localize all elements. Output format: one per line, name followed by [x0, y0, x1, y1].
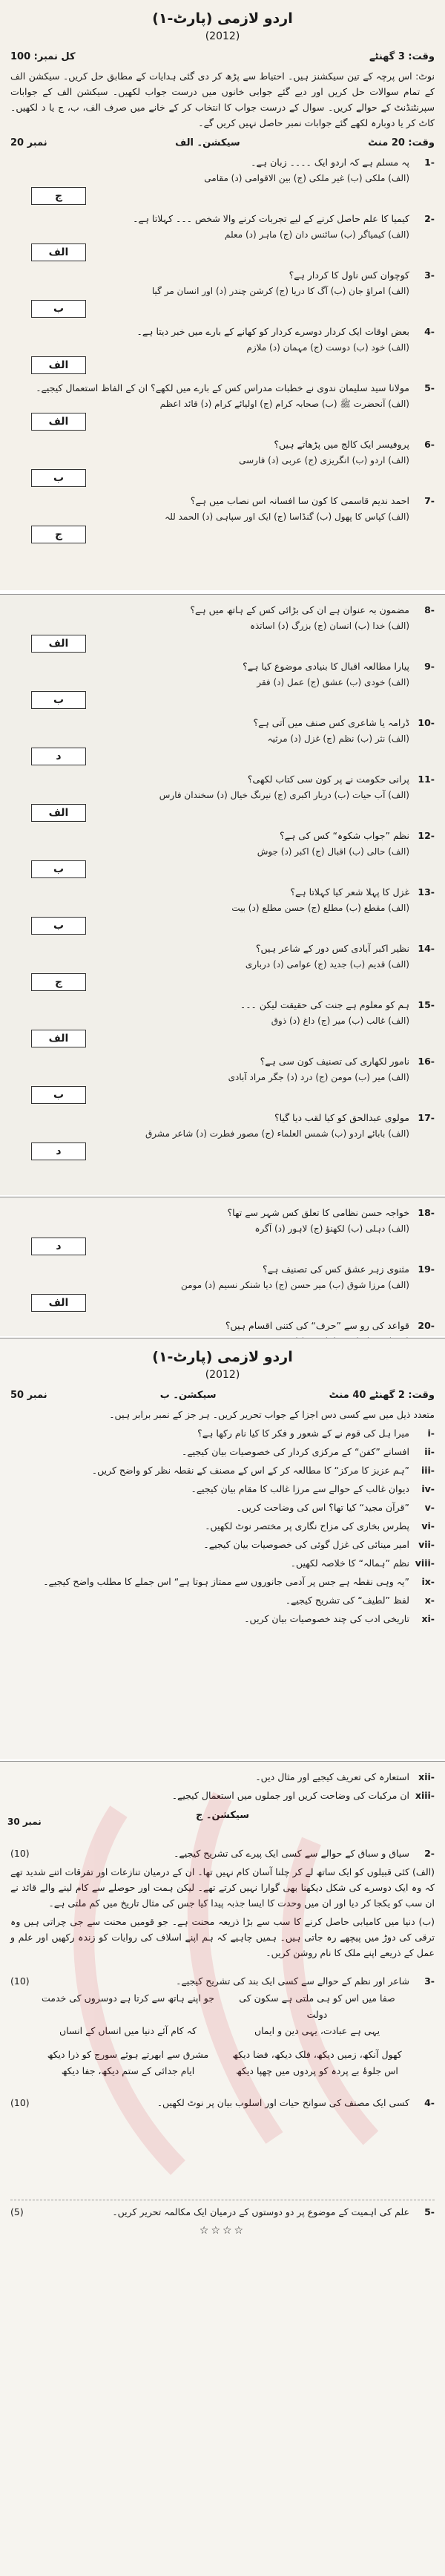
mcq-item: [10, 1111, 435, 1163]
question-options: (الف) آنحضرت ﷺ (ب) صحابہ کرام (ج) اولیائے کرام (د) قائد اعظم: [159, 399, 409, 409]
question-text: غزل کا پہلا شعر کیا کہلاتا ہے؟: [290, 886, 409, 898]
question-options: (الف) خودی (ب) عشق (ج) عمل (د) فقر: [257, 677, 409, 687]
question-number: -19: [418, 1264, 435, 1275]
short-question: [10, 1519, 435, 1534]
question-number: -5: [424, 2206, 435, 2217]
poem-a: [10, 1990, 435, 2039]
total-marks-label: کل نمبر: 100: [10, 51, 76, 62]
answer-row: [10, 802, 435, 825]
question-text: ہم کو معلوم ہے جنت کی حقیقت لیکن ۔۔۔: [240, 999, 409, 1010]
mcq-question: [10, 155, 435, 170]
question-text: ”قرآن مجید“ کیا تھا؟ اس کی وضاحت کریں۔: [236, 1502, 409, 1513]
mcq-question: [10, 1318, 435, 1333]
question-text: بعض اوقات ایک کردار دوسرے کردار کو کھانے کے بارے میں خبر دیتا ہے۔: [136, 326, 409, 337]
part2-time: وقت: 2 گھنٹے 40 منٹ: [329, 1390, 435, 1401]
poem-b: [10, 2047, 435, 2079]
question-3: [10, 1974, 435, 1989]
answer-box[interactable]: الف: [31, 243, 86, 261]
mcq-question: [10, 324, 435, 339]
question-number: -ii: [424, 1446, 435, 1457]
answer-box[interactable]: ب: [31, 1086, 86, 1104]
answer-row: [10, 859, 435, 881]
question-options: (الف) کپاس کا پھول (ب) گنڈاسا (ج) ایک اور سپاہی (د) الحمد للہ: [165, 511, 409, 522]
question-number: -i: [427, 1428, 435, 1439]
mcq-question: [10, 1206, 435, 1220]
answer-row: [10, 1292, 435, 1315]
answer-row: [10, 298, 435, 321]
question-text: کیمیا کا علم حاصل کرنے کے لیے تجربات کرنے والا شخص ۔۔۔ کہلاتا ہے۔: [133, 213, 409, 224]
section-a-meta: [10, 135, 435, 151]
section-c-marks: نمبر 30: [7, 1817, 42, 1827]
question-number: -7: [424, 495, 435, 506]
answer-box[interactable]: الف: [31, 1294, 86, 1312]
short-question: [10, 1575, 435, 1589]
mcq-item: [10, 603, 435, 656]
mcq-question: [10, 437, 435, 452]
question-text: قواعد کی رو سے ”حرف“ کی کتنی اقسام ہیں؟: [225, 1320, 409, 1331]
answer-box[interactable]: ج: [31, 187, 86, 205]
question-text: استعارہ کی تعریف کیجیے اور مثال دیں۔: [255, 1771, 409, 1782]
section-b-head: سیکشن۔ ب: [159, 1390, 217, 1401]
mcq-item: [10, 437, 435, 490]
answer-row: [10, 524, 435, 546]
question-text: نامور لکھاری کی تصنیف کون سی ہے؟: [260, 1056, 409, 1067]
answer-box[interactable]: ب: [31, 860, 86, 878]
question-2: [10, 1846, 435, 1861]
question-2-passage-b: (ب) دنیا میں کامیابی حاصل کرنے کا سب سے بڑا ذریعہ محنت ہے۔ جو قومیں محنت سے جی چراتی ہیں وہ ترقی کی دوڑ میں پیچھے رہ جاتی ہیں۔ ہمیں چاہیے کہ ہم اپنے اسلاف کی روایات کو زندہ رکھیں اور علم و عمل کے ذریعے اپنے ملک کا نام روشن کریں۔: [10, 1916, 435, 1958]
question-text: دیوان غالب کے حوالے سے مرزا غالب کا مقام بیان کیجیے۔: [191, 1483, 409, 1494]
question-text: پیارا مطالعہ اقبال کا بنیادی موضوع کیا ہے؟: [243, 661, 409, 672]
question-options: (الف) نثر (ب) نظم (ج) غزل (د) مرثیہ: [267, 733, 409, 744]
question-5-title: علم کی اہمیت کے موضوع پر دو دوستوں کے درمیان ایک مکالمہ تحریر کریں۔: [112, 2206, 409, 2217]
question-number: -xii: [418, 1771, 435, 1782]
question-number: -5: [424, 382, 435, 393]
time-label: وقت: 3 گھنٹے: [369, 51, 435, 62]
mcq-item: [10, 494, 435, 546]
question-number: -10: [418, 717, 435, 728]
question-number: -12: [418, 830, 435, 841]
short-question: [10, 1612, 435, 1627]
question-text: ”یہ وہی نقطہ ہے جس پر آدمی جانوروں سے ممتاز ہوتا ہے“ اس جملے کا مطلب واضح کیجیے۔: [43, 1576, 409, 1587]
question-text: لفظ ”لطیف“ کی تشریح کیجیے۔: [285, 1595, 409, 1606]
answer-row: [10, 972, 435, 994]
answer-row: [10, 468, 435, 490]
question-number: -x: [424, 1595, 435, 1606]
poem-line: مشرق سے ابھرتے ہوئے سورج کو ذرا دیکھ: [47, 2049, 209, 2060]
question-options: (الف) خود (ب) دوست (ج) مہمان (د) ملازم: [246, 342, 409, 353]
question-number: -2: [424, 1848, 435, 1859]
mcq-question: [10, 603, 435, 618]
question-2-title: سیاق و سباق کے حوالے سے کسی ایک پیرے کی تشریح کیجیے۔: [174, 1848, 409, 1859]
question-options: (الف) آب حیات (ب) دربار اکبری (ج) نیرنگ خیال (د) سخندان فارس: [159, 790, 409, 800]
question-text: تاریخی ادب کی چند خصوصیات بیان کریں۔: [244, 1613, 409, 1624]
poem-line: جو اپنے ہاتھ سے کرتا ہے دوسروں کی خدمت: [42, 1993, 214, 2004]
question-options: (الف) امراؤ جان (ب) آگ کا دریا (ج) کرشن چندر (د) اور انسان مر گیا: [151, 286, 409, 296]
question-3-marks: (10): [10, 1975, 30, 1987]
mcq-question: [10, 772, 435, 787]
question-number: -6: [424, 439, 435, 450]
question-text: مولوی عبدالحق کو کیا لقب دیا گیا؟: [274, 1112, 409, 1123]
part2-title: اردو لازمی (پارٹ-۱): [152, 1349, 293, 1365]
short-question: [10, 1788, 435, 1803]
answer-box[interactable]: ب: [31, 469, 86, 487]
question-number: -8: [424, 604, 435, 615]
mcq-question: [10, 941, 435, 956]
question-number: -3: [424, 1975, 435, 1987]
question-options: (الف) ملکی (ب) غیر ملکی (ج) بین الاقوامی (د) مقامی: [204, 173, 409, 183]
short-question: [10, 1593, 435, 1608]
question-number: -2: [424, 213, 435, 224]
question-text: ”ہم عزیز کا مرکز“ کا مطالعہ کر کے اس کے مصنف کے نقطہ نظر کو واضح کریں۔: [91, 1465, 409, 1476]
short-question: [10, 1445, 435, 1459]
answer-row: [10, 746, 435, 768]
question-text: ان مرکبات کی وضاحت کریں اور جملوں میں استعمال کیجیے۔: [171, 1790, 409, 1801]
question-text: مضمون بہ عنوان ہے ان کی بڑائی کس کے ہاتھ میں ہے؟: [190, 604, 409, 615]
question-options: (الف) خدا (ب) انسان (ج) بزرگ (د) اساتذہ: [249, 621, 409, 631]
mcq-item: [10, 1054, 435, 1107]
short-question: [10, 1463, 435, 1478]
mcq-question: [10, 828, 435, 843]
paper-sheet-4: [0, 1338, 445, 1759]
paper-sheet-2: [0, 594, 445, 1195]
question-number: -14: [418, 943, 435, 954]
mcq-item: [10, 659, 435, 712]
mcq-item: [10, 1262, 435, 1315]
answer-box[interactable]: ب: [31, 691, 86, 709]
mcq-item: [10, 268, 435, 321]
question-number: -1: [424, 157, 435, 168]
answer-box[interactable]: د: [31, 1142, 86, 1160]
question-options: (الف) کیمیاگر (ب) سائنس دان (ج) ماہر (د) معلم: [224, 229, 409, 240]
section-a-questions-part1: [10, 155, 435, 546]
answer-row: [10, 1028, 435, 1050]
part2-year: (2012): [205, 1369, 240, 1381]
paper-meta: [10, 49, 435, 65]
answer-row: [10, 1236, 435, 1258]
mcq-item: [10, 1206, 435, 1258]
answer-row: [10, 1141, 435, 1163]
question-options: (الف) اردو (ب) انگریزی (ج) عربی (د) فارسی: [239, 455, 409, 465]
answer-row: [10, 690, 435, 712]
question-text: احمد ندیم قاسمی کا کون سا افسانہ اس نصاب میں ہے؟: [190, 495, 409, 506]
mcq-question: [10, 659, 435, 674]
short-question: [10, 1500, 435, 1515]
question-number: -iv: [421, 1483, 435, 1494]
mcq-item: [10, 716, 435, 768]
question-5-marks: (5): [10, 2206, 24, 2217]
poem-line: یہی ہے عبادت، یہی دین و ایماں: [254, 2025, 380, 2036]
question-number: -20: [418, 1320, 435, 1331]
section-a-marks: نمبر 20: [10, 137, 47, 148]
question-number: -viii: [415, 1557, 435, 1569]
poem-line: ایام جدائی کے ستم دیکھ، جفا دیکھ: [61, 2065, 195, 2076]
question-text: کوچوان کس ناول کا کردار ہے؟: [289, 269, 409, 281]
question-3-title: شاعر اور نظم کے حوالے سے کسی ایک بند کی تشریح کیجیے۔: [176, 1975, 409, 1987]
poem-line: صفا میں اس کو ہی ملتی ہے سکون کی دولت: [239, 1993, 395, 2020]
short-question: [10, 1426, 435, 1441]
question-number: -v: [424, 1502, 435, 1513]
answer-box[interactable]: الف: [31, 635, 86, 653]
question-text: مثنوی زہر عشق کس کی تصنیف ہے؟: [263, 1264, 409, 1275]
question-text: ڈرامہ یا شاعری کس صنف میں آتی ہے؟: [253, 717, 409, 728]
mcq-question: [10, 494, 435, 509]
question-number: -15: [418, 999, 435, 1010]
question-number: -3: [424, 269, 435, 281]
question-text: مولانا سید سلیمان ندوی نے خطبات مدراس کس کے بارے میں لکھے؟ ان کے الفاظ استعمال کیجیے۔: [36, 382, 409, 393]
question-text: پرانی حکومت نے پر کون سی کتاب لکھی؟: [247, 774, 409, 785]
question-5: [10, 2205, 435, 2220]
paper-sheet-5: [0, 1761, 445, 2576]
mcq-question: [10, 1111, 435, 1125]
short-questions-tail: [10, 1770, 435, 1803]
short-question: [10, 1770, 435, 1785]
answer-row: [10, 633, 435, 656]
question-text: پہ مسلم ہے کہ اردو ایک ۔۔۔۔ زبان ہے۔: [251, 157, 409, 168]
question-options: (الف) مرزا شوق (ب) میر حسن (ج) دیا شنکر نسیم (د) مومن: [181, 1280, 409, 1290]
mcq-question: [10, 268, 435, 283]
answer-box[interactable]: الف: [31, 804, 86, 822]
answer-box[interactable]: ج: [31, 526, 86, 543]
question-options: (الف) قدیم (ب) جدید (ج) عوامی (د) درباری: [245, 959, 409, 970]
question-options: (الف) غالب (ب) میر (ج) داغ (د) ذوق: [271, 1016, 409, 1026]
answer-row: [10, 915, 435, 938]
question-text: پروفیسر ایک کالج میں پڑھاتے ہیں؟: [274, 439, 409, 450]
question-number: -11: [418, 774, 435, 785]
short-question: [10, 1482, 435, 1497]
end-stars: ☆☆☆☆: [199, 2225, 246, 2237]
question-number: -17: [418, 1112, 435, 1123]
question-text: خواجہ حسن نظامی کا تعلق کس شہر سے تھا؟: [227, 1207, 409, 1218]
poem-line: کہ کام آئے دنیا میں انساں کے انساں: [59, 2025, 197, 2036]
mcq-question: [10, 998, 435, 1013]
question-text: افسانے ”کفن“ کے مرکزی کردار کی خصوصیات بیان کیجیے۔: [182, 1446, 409, 1457]
answer-row: [10, 1085, 435, 1107]
question-number: -xi: [421, 1613, 435, 1624]
mcq-item: [10, 828, 435, 881]
section-b-meta: [10, 1387, 435, 1404]
question-number: -vii: [418, 1539, 435, 1550]
mcq-question: [10, 1054, 435, 1069]
question-text: نظیر اکبر آبادی کس دور کے شاعر ہیں؟: [255, 943, 409, 954]
question-number: -18: [418, 1207, 435, 1218]
section-a-time: وقت: 20 منٹ: [368, 137, 435, 148]
poem-line: کھول آنکھ، زمیں دیکھ، فلک دیکھ، فضا دیکھ: [232, 2049, 402, 2060]
mcq-item: [10, 381, 435, 434]
question-number: -4: [424, 2097, 435, 2108]
paper-title: اردو لازمی (پارٹ-۱): [152, 10, 293, 27]
question-4-title: کسی ایک مصنف کی سوانح حیات اور اسلوب بیان پر نوٹ لکھیں۔: [156, 2097, 409, 2108]
question-text: پطرس بخاری کی مزاح نگاری پر مختصر نوٹ لکھیں۔: [205, 1520, 409, 1531]
section-b-note: متعدد ذیل میں سے کسی دس اجزا کے جواب تحریر کریں۔ ہر جز کے نمبر برابر ہیں۔: [109, 1409, 435, 1420]
answer-box[interactable]: د: [31, 1238, 86, 1255]
answer-box[interactable]: الف: [31, 413, 86, 431]
instructions-text: نوٹ: اس پرچہ کے تین سیکشنز ہیں۔ احتیاط سے پڑھ کر دی گئی ہدایات کے مطابق حل کریں۔ سیکشن الف کے تمام سوالات حل کریں اور دیے گئے جوابی خانوں میں درست جواب لکھیں۔ سیکشن الف کے جوابات سپرنٹنڈنٹ کے حوالے کریں۔ سوال کے درست جواب کا انتخاب کر کے خانے میں صرف الف، ب، ج یا د لکھیں۔ کاٹ کر یا دوبارہ لکھے گئے جوابات نمبر حاصل نہیں کریں گے۔: [10, 71, 435, 128]
question-text: نظم ”ہمالہ“ کا خلاصہ لکھیں۔: [290, 1557, 409, 1569]
question-text: امیر مینائی کی غزل گوئی کی خصوصیات بیان کیجیے۔: [203, 1539, 409, 1550]
question-2-marks: (10): [10, 1848, 30, 1859]
mcq-question: [10, 1262, 435, 1277]
poem-line: اس جلوۂ بے پردہ کو پردوں میں چھپا دیکھ: [236, 2065, 398, 2076]
question-text: میرا ہل کی قوم نے کے شعور و فکر کا کیا نام رکھا ہے؟: [197, 1428, 409, 1439]
answer-row: [10, 411, 435, 434]
question-options: (الف) مقطع (ب) مطلع (ج) حسن مطلع (د) بیت: [231, 903, 409, 913]
mcq-item: [10, 155, 435, 208]
question-number: -vi: [421, 1520, 435, 1531]
question-2-passage-a: (الف) کئی قبیلوں کو ایک ساتھ لے کر چلنا آسان کام نہیں تھا۔ ان کے درمیان تنازعات اور تفرقات اتنے شدید تھے کہ وہ ایک دوسرے کی شکل دیکھنا بھی گوارا نہیں کرتے تھے۔ لیکن ہمت اور حوصلے سے کام لینے والے قائد نے ان سب کو یکجا کر دیا اور ان میں وحدت کا ایسا جذبہ پیدا کیا جس کی مثال تاریخ میں کم ملتی ہے۔: [10, 1866, 435, 1909]
section-b-marks: نمبر 50: [10, 1390, 47, 1401]
question-number: -xiii: [415, 1790, 435, 1801]
section-a-head: سیکشن۔ الف: [175, 137, 240, 148]
mcq-item: [10, 212, 435, 264]
question-number: -13: [418, 886, 435, 898]
question-text: نظم ”جواب شکوہ“ کس کی ہے؟: [280, 830, 409, 841]
mcq-question: [10, 885, 435, 900]
paper-sheet-1: [0, 0, 445, 590]
short-question: [10, 1556, 435, 1571]
short-question: [10, 1537, 435, 1552]
answer-box[interactable]: الف: [31, 356, 86, 374]
answer-box[interactable]: ب: [31, 300, 86, 318]
mcq-item: [10, 998, 435, 1050]
question-options: (الف) دہلی (ب) لکھنؤ (ج) لاہور (د) آگرہ: [254, 1223, 409, 1234]
question-options: (الف) بابائے اردو (ب) شمس العلماء (ج) مصور فطرت (د) شاعر مشرق: [145, 1128, 409, 1139]
answer-row: [10, 355, 435, 377]
answer-box[interactable]: الف: [31, 1030, 86, 1047]
section-c-head: سیکشن۔ ج: [195, 1810, 250, 1821]
paper-sheet-3: [0, 1197, 445, 1336]
answer-box[interactable]: د: [31, 748, 86, 765]
answer-row: [10, 242, 435, 264]
section-a-questions-part2: [10, 603, 435, 1163]
question-options: (الف) حالی (ب) اقبال (ج) اکبر (د) جوش: [257, 846, 409, 857]
question-options: (الف) میر (ب) مومن (ج) درد (د) جگر مراد آبادی: [228, 1072, 409, 1082]
question-number: -16: [418, 1056, 435, 1067]
answer-row: [10, 186, 435, 208]
answer-box[interactable]: ب: [31, 917, 86, 935]
mcq-question: [10, 212, 435, 226]
mcq-question: [10, 381, 435, 396]
answer-box[interactable]: ج: [31, 973, 86, 991]
mcq-item: [10, 324, 435, 377]
mcq-item: [10, 885, 435, 938]
mcq-item: [10, 941, 435, 994]
paper-year: (2012): [205, 30, 240, 42]
question-4-marks: (10): [10, 2097, 30, 2108]
question-4: [10, 2096, 435, 2111]
question-number: -ix: [421, 1576, 435, 1587]
question-number: -9: [424, 661, 435, 672]
question-number: -iii: [421, 1465, 435, 1476]
short-questions-list: [10, 1426, 435, 1627]
mcq-item: [10, 772, 435, 825]
question-number: -4: [424, 326, 435, 337]
mcq-question: [10, 716, 435, 730]
